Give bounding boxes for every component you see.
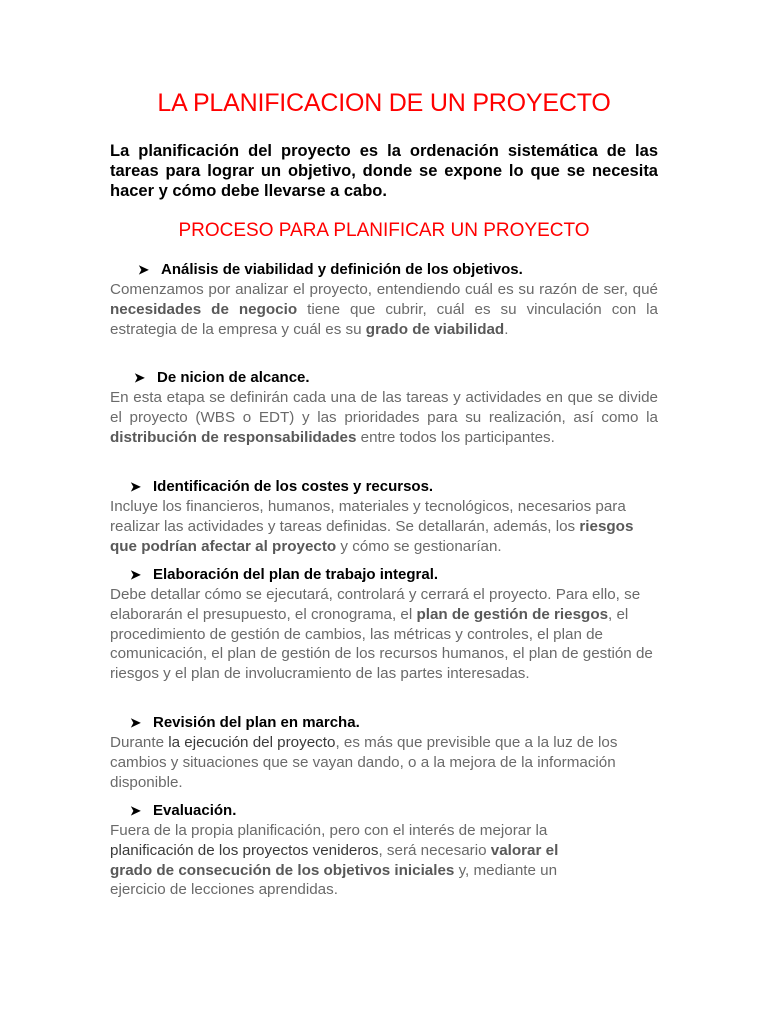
body-text: , es más que previsible que a la luz de los cambios y situaciones que se vayan dando, o a la mejora de la información disponible. — [110, 734, 618, 791]
body-text: Incluye los financieros, humanos, materiales y tecnológicos, necesarios para realizar las actividades y tareas definidas. Se detallarán, además, los — [110, 498, 626, 535]
body-text: tiene que cubrir, cuál es su vinculación con la estrategia de la empresa y cuál es su — [110, 300, 659, 338]
body-bold-text: plan de gestión de riesgos — [416, 605, 609, 623]
body-text: y, mediante un ejercicio de lecciones aprendidas. — [110, 861, 558, 899]
section-heading — [110, 565, 658, 585]
section-heading — [110, 368, 658, 388]
body-text: , será necesario — [378, 841, 491, 859]
section-body — [110, 388, 658, 447]
body-emphasis-text: planificación de los proyectos venideros — [110, 841, 379, 859]
arrowhead-bullet-icon: ➤ — [134, 370, 145, 385]
section-heading — [110, 260, 658, 280]
body-text: , el procedimiento de gestión de cambios, las métricas y controles, el plan de comunicación, el plan de gestión de los recursos humanos, el plan de gestión de riesgos y el plan de involucramiento de las partes interesadas. — [110, 605, 653, 683]
section-viabilidad — [110, 260, 658, 339]
section-heading-text: De nicion de alcance. — [157, 369, 310, 386]
section-costes — [110, 477, 658, 556]
body-text: En esta etapa se definirán cada una de las tareas y actividades en que se divide el proyecto (WBS o EDT) y las prioridades para su realización, así como la — [110, 389, 658, 426]
body-text: y cómo se gestionarían. — [336, 537, 502, 555]
section-body — [110, 585, 658, 684]
body-bold-text: distribución de responsabilidades — [110, 428, 357, 446]
section-evaluacion — [110, 801, 658, 900]
body-text: . — [504, 320, 509, 338]
body-text: Debe detallar cómo se ejecutará, controlará y cerrará el proyecto. Para ello, se elaborarán el presupuesto, el cronograma, el — [110, 586, 641, 623]
section-heading-text: Identificación de los costes y recursos. — [153, 478, 434, 495]
section-heading-text: Análisis de viabilidad y definición de los objetivos. — [161, 261, 523, 278]
body-bold-text: valorar el grado de consecución de los objetivos iniciales — [110, 841, 559, 879]
document-title: LA PLANIFICACION DE UN PROYECTO — [157, 89, 611, 117]
intro-paragraph: La planificación del proyecto es la ordenación sistemática de las tareas para lograr un objetivo, donde se expone lo que se necesita hacer y cómo debe llevarse a cabo. — [110, 142, 658, 200]
arrowhead-bullet-icon: ➤ — [130, 715, 141, 730]
section-plan-trabajo — [110, 565, 658, 684]
arrowhead-bullet-icon: ➤ — [130, 803, 141, 818]
section-revision — [110, 713, 658, 792]
section-heading — [110, 477, 658, 497]
body-text: Durante — [110, 734, 169, 751]
body-text: entre todos los participantes. — [356, 428, 555, 446]
body-bold-text: necesidades de negocio — [110, 300, 298, 318]
section-heading-text: Revisión del plan en marcha. — [153, 714, 360, 731]
section-body — [110, 280, 658, 339]
body-text: Fuera de la propia planificación, pero con el interés de mejorar la — [110, 822, 548, 839]
section-subtitle: PROCESO PARA PLANIFICAR UN PROYECTO — [178, 220, 590, 241]
body-text: Comenzamos por analizar el proyecto, entendiendo cuál es su razón de ser, qué — [110, 281, 658, 298]
section-heading — [110, 801, 658, 821]
section-alcance — [110, 368, 658, 447]
section-body — [110, 497, 658, 556]
arrowhead-bullet-icon: ➤ — [138, 262, 149, 277]
section-heading-text: Elaboración del plan de trabajo integral. — [153, 566, 439, 583]
arrowhead-bullet-icon: ➤ — [130, 567, 141, 582]
body-bold-text: riesgos que podrían afectar al proyecto — [110, 517, 634, 555]
body-emphasis-text: la ejecución del proyecto — [168, 734, 336, 751]
section-heading-text: Evaluación. — [153, 802, 237, 819]
body-bold-text: grado de viabilidad — [365, 320, 505, 338]
section-heading — [110, 713, 658, 733]
section-body — [110, 821, 580, 900]
section-body — [110, 733, 658, 792]
arrowhead-bullet-icon: ➤ — [130, 479, 141, 494]
